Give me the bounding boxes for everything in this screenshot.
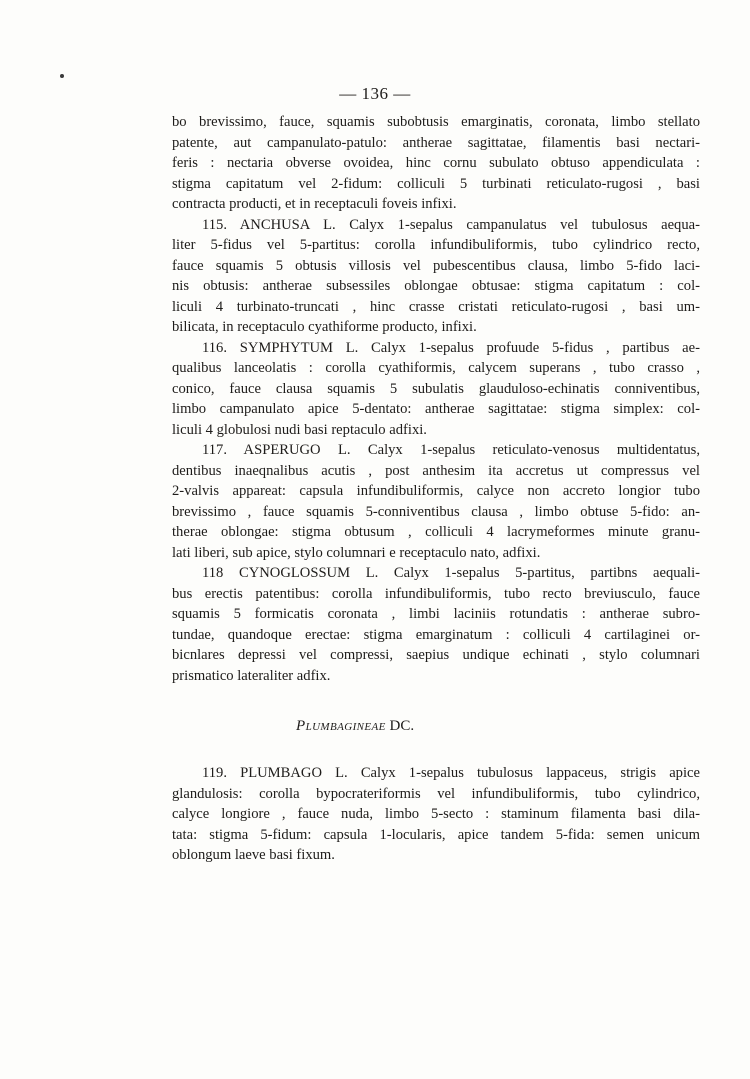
text-line: contracta producti, et in receptaculi foveis infixi. — [172, 196, 457, 212]
text-line: bus erectis patentibus: corolla infundibuliformis, tubo recto breviusculo, fauce — [172, 585, 700, 602]
text-line: bo brevissimo, fauce, squamis subobtusis emarginatis, coronata, limbo stellato — [172, 114, 700, 130]
text-line: calyce longiore , fauce nuda, limbo 5-secto : staminum filamenta basi dila- — [172, 806, 700, 822]
text-line: limbo campanulato apice 5-dentato: antherae sagittatae: stigma simplex: col- — [172, 401, 700, 417]
text-line: fauce squamis 5 obtusis villosis vel pubescentibus clausa, limbo 5-fido laci- — [172, 257, 700, 274]
text-block-genus-119 — [172, 763, 700, 866]
text-line: conico, fauce clausa squamis 5 subulatis glauduloso-echinatis conniventibus, — [172, 380, 700, 397]
entry-116-heading-line: 116. SYMPHYTUM L. Calyx 1-sepalus profuude 5-fidus , partibus ae- — [202, 339, 700, 356]
entry-118-heading-line: 118 CYNOGLOSSUM L. Calyx 1-sepalus 5-partitus, partibns aequali- — [202, 565, 700, 581]
text-line: therae oblongae: stigma obtusum , colliculi 4 lacrymeformes minute granu- — [172, 524, 700, 540]
text-line: qualibus lanceolatis : corolla cyathiformis, calycem superans , tubo crasso , — [172, 360, 700, 376]
ink-speck — [60, 74, 64, 78]
text-line: glandulosis: corolla bypocrateriformis vel infundibuliformis, tubo cylindrico, — [172, 785, 700, 802]
text-line: liculi 4 turbinato-truncati , hinc crasse cristati reticulato-rugosi , basi um- — [172, 298, 700, 315]
family-author: DC. — [389, 718, 415, 734]
entry-115-heading-line: 115. ANCHUSA L. Calyx 1-sepalus campanulatus vel tubulosus aequa- — [202, 216, 700, 233]
section-heading — [296, 718, 414, 735]
text-line: nis obtusis: antherae subsessiles oblongae obtusae: stigma capitatum : col- — [172, 278, 700, 294]
text-line: lati liberi, sub apice, stylo columnari e receptaculo nato, adfixi. — [172, 544, 541, 561]
text-line: oblongum laeve basi fixum. — [172, 847, 335, 863]
entry-117-heading-line: 117. ASPERUGO L. Calyx 1-sepalus reticulato-venosus multidentatus, — [202, 442, 700, 458]
text-line: liter 5-fidus vel 5-partitus: corolla infundibuliformis, tubo cylindrico recto, — [172, 237, 700, 253]
text-line: tundae, quandoque erectae: stigma emarginatum : colliculi 4 cartilaginei or- — [172, 626, 700, 643]
text-line: 2-valvis appareat: capsula infundibuliformis, calyce non accreto longior tubo — [172, 483, 700, 499]
text-line: prismatico lateraliter adfix. — [172, 667, 331, 684]
entry-119-heading-line: 119. PLUMBAGO L. Calyx 1-sepalus tubulosus lappaceus, strigis apice — [202, 765, 700, 781]
text-line: bilicata, in receptaculo cyathiforme producto, infixi. — [172, 319, 477, 335]
text-line: bicnlares depressi vel compressi, saepius undique echinati , stylo columnari — [172, 647, 700, 663]
text-block-genera-114-118 — [172, 112, 700, 686]
family-name: Plumbagineae — [296, 718, 386, 734]
text-line: patente, aut campanulato-patulo: antherae sagittatae, filamentis basi nectari- — [172, 134, 700, 151]
text-line: dentibus inaeqnalibus acutis , post anthesim ita accretus ut compressus vel — [172, 462, 700, 479]
page-number: — 136 — — [339, 84, 411, 103]
text-line: stigma capitatum vel 2-fidum: colliculi 5 turbinati reticulato-rugosi , basi — [172, 175, 700, 192]
text-line: squamis 5 formicatis coronata , limbi laciniis rotundatis : antherae subro- — [172, 606, 700, 622]
text-line: brevissimo , fauce squamis 5-conniventibus clausa , limbo obtuse 5-fido: an- — [172, 503, 700, 520]
text-line: tata: stigma 5-fidum: capsula 1-locularis, apice tandem 5-fida: semen unicum — [172, 826, 700, 843]
text-line: liculi 4 globulosi nudi basi reptaculo adfixi. — [172, 421, 427, 438]
text-line: feris : nectaria obverse ovoidea, hinc cornu subulato obtuso appendiculata : — [172, 155, 700, 171]
